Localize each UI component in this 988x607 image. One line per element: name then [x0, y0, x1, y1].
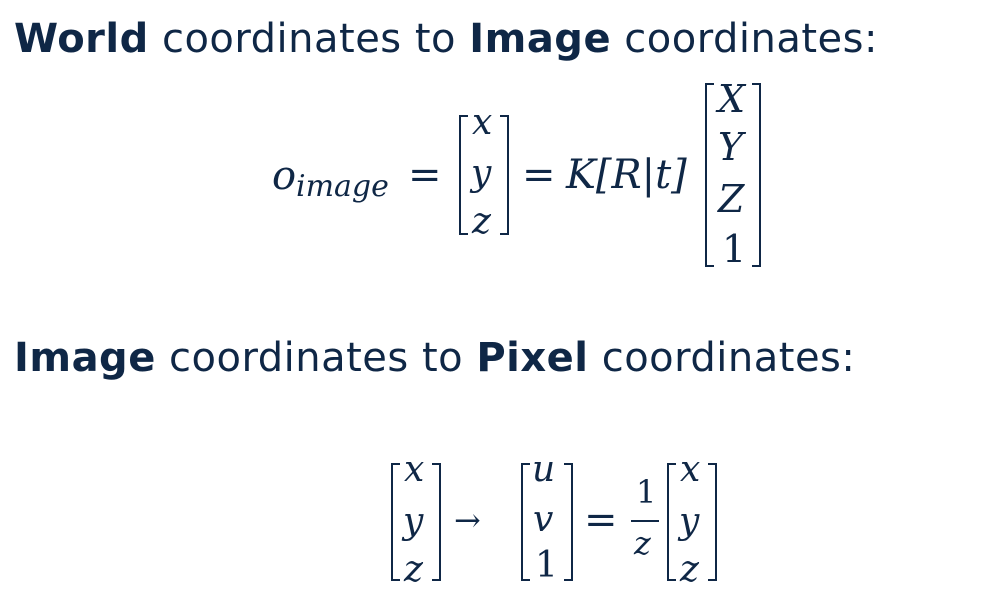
heading-bold-image-2: Image — [14, 335, 156, 381]
pixel-right-bracket — [562, 462, 576, 582]
image-entry-y: y — [403, 501, 424, 542]
heading-bold-world: World — [14, 16, 149, 62]
vector-entry-x: x — [472, 102, 493, 143]
heading-bold-image: Image — [469, 16, 612, 62]
heading-world-to-image — [14, 16, 878, 62]
heading-text-coordinates-to-2: coordinates to — [169, 335, 464, 381]
result-entry-y: y — [679, 501, 700, 542]
world-entry-X: X — [718, 77, 746, 121]
fraction-bar — [630, 519, 660, 523]
heading-bold-pixel: Pixel — [476, 335, 589, 381]
image-entry-z: z — [404, 549, 423, 590]
heading-text-coordinates-2: coordinates: — [601, 335, 856, 381]
world-entry-1: 1 — [722, 227, 747, 271]
equals-sign-3: = — [584, 497, 618, 543]
pixel-entry-u: u — [532, 449, 556, 490]
world-entry-Y: Y — [718, 125, 744, 169]
projection-matrix: K[R|t] — [566, 152, 687, 198]
arrow: → — [454, 501, 481, 539]
pixel-entry-v: v — [533, 499, 554, 540]
image-entry-x: x — [404, 449, 425, 490]
result-right-bracket — [706, 462, 720, 582]
vector-entry-z: z — [472, 201, 491, 242]
result-left-bracket — [664, 462, 678, 582]
heading-text-coordinates: coordinates: — [624, 16, 878, 62]
heading-image-to-pixel — [14, 335, 855, 381]
left-bracket — [456, 114, 470, 236]
result-entry-x: x — [680, 449, 701, 490]
vector-entry-y: y — [471, 153, 492, 194]
pixel-entry-1: 1 — [535, 545, 558, 586]
right-bracket — [498, 114, 512, 236]
equals-sign-2: = — [522, 152, 556, 198]
pixel-left-bracket — [518, 462, 532, 582]
equals-sign: = — [408, 152, 442, 198]
world-left-bracket — [702, 82, 716, 268]
fraction-numerator: 1 — [636, 473, 657, 511]
lhs-symbol: o — [272, 153, 297, 199]
lhs-subscript: image — [296, 169, 389, 204]
image-right-bracket — [430, 462, 444, 582]
world-entry-Z: Z — [718, 177, 745, 221]
heading-text-coordinates-to: coordinates to — [161, 16, 457, 62]
result-entry-z: z — [680, 549, 699, 590]
image-left-bracket — [388, 462, 402, 582]
world-right-bracket — [750, 82, 764, 268]
fraction-denominator: z — [634, 524, 651, 562]
